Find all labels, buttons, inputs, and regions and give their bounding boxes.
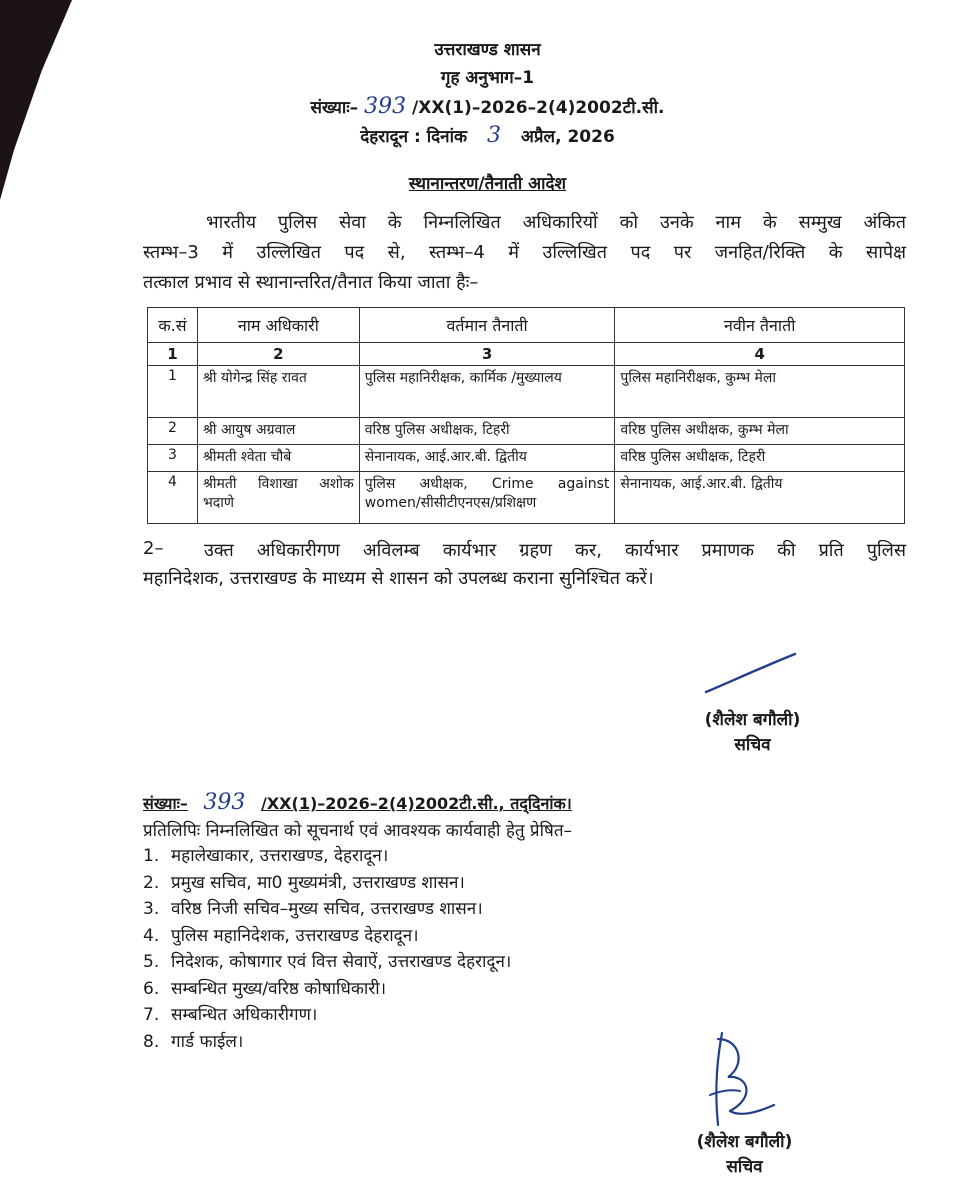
copy-reference-number xyxy=(143,790,572,815)
header-new-posting: नवीन तैनाती xyxy=(615,308,905,343)
table-column-number-row xyxy=(148,343,905,366)
table-row xyxy=(148,472,905,524)
header-officer-name: नाम अधिकारी xyxy=(197,308,359,343)
signatory-2-designation: सचिव xyxy=(726,1157,763,1177)
table-row xyxy=(148,366,905,418)
list-item xyxy=(143,1029,511,1056)
order-title xyxy=(0,172,975,196)
government-name: उत्तराखण्ड शासन xyxy=(434,40,541,60)
list-item xyxy=(143,870,511,897)
current-posting-cell: वरिष्ठ पुलिस अधीक्षक, टिहरी xyxy=(359,418,615,445)
serial-cell: 3 xyxy=(148,445,198,472)
list-item-number: 3. xyxy=(143,899,160,919)
copy-intro: प्रतिलिपिः निम्नलिखित को सूचनार्थ एवं आवश्यक कार्यवाही हेतु प्रेषित– xyxy=(143,821,573,841)
para-2-line-1: उक्त अधिकारीगण अविलम्ब कार्यभार ग्रहण कर, कार्यभार प्रमाणक की प्रति पुलिस xyxy=(204,540,906,561)
order-number-suffix: /XX(1)–2026–2(4)2002टी.सी. xyxy=(412,98,665,118)
list-item xyxy=(143,896,511,923)
list-item-number: 7. xyxy=(143,1005,160,1025)
officer-name-cell: श्री आयुष अग्रवाल xyxy=(197,418,359,445)
list-item-text: महालेखाकार, उत्तराखण्ड, देहरादून। xyxy=(171,846,389,866)
place-date xyxy=(0,124,975,149)
date-day-handwritten: 3 xyxy=(486,123,501,148)
para-2-number: 2– xyxy=(143,538,164,559)
new-posting-cell: वरिष्ठ पुलिस अधीक्षक, टिहरी xyxy=(615,445,905,472)
date-rest: अप्रैल, 2026 xyxy=(520,127,615,147)
list-item xyxy=(143,976,511,1003)
list-item-number: 2. xyxy=(143,872,160,893)
officer-name-cell: श्रीमती श्वेता चौबे xyxy=(197,445,359,472)
serial-cell: 2 xyxy=(148,418,198,445)
copy-reference-suffix: /XX(1)–2026–2(4)2002टी.सी., तद्‌दिनांक। xyxy=(261,794,572,813)
copy-recipient-list xyxy=(143,843,511,1055)
signatory-1 xyxy=(670,708,835,758)
signatory-2-name: (शैलेश बगौली) xyxy=(696,1132,793,1152)
list-item xyxy=(143,843,511,870)
list-item-text: सम्बन्धित अधिकारीगण। xyxy=(171,1005,318,1025)
header-serial: क.सं xyxy=(148,308,198,343)
list-item-text: वरिष्ठ निजी सचिव–मुख्य सचिव, उत्तराखण्ड शासन। xyxy=(171,899,483,919)
new-posting-cell: वरिष्ठ पुलिस अधीक्षक, कुम्भ मेला xyxy=(615,418,905,445)
intro-line-1: भारतीय पुलिस सेवा के निम्नलिखित अधिकारियों को उनके नाम के सम्मुख अंकित xyxy=(206,212,906,233)
signature-stroke-1 xyxy=(700,648,805,698)
signature-initials-2 xyxy=(700,1025,780,1130)
current-posting-cell: सेनानायक, आई.आर.बी. द्वितीय xyxy=(359,445,615,472)
list-item-text: प्रमुख सचिव, मा0 मुख्यमंत्री, उत्तराखण्ड शासन। xyxy=(171,872,465,893)
signatory-1-name: (शैलेश बगौली) xyxy=(704,710,801,730)
serial-cell: 1 xyxy=(148,366,198,418)
column-number: 3 xyxy=(359,343,615,366)
copy-reference-label: संख्याः– xyxy=(143,794,188,813)
current-posting-cell: पुलिस अधीक्षक, Crime against women/सीसीटीएनएस/प्रशिक्षण xyxy=(359,472,615,524)
list-item xyxy=(143,949,511,976)
signatory-2 xyxy=(662,1130,827,1180)
signatory-1-designation: सचिव xyxy=(734,735,771,755)
order-number-handwritten: 393 xyxy=(364,94,407,119)
header-current-posting: वर्तमान तैनाती xyxy=(359,308,615,343)
list-item-number: 8. xyxy=(143,1031,160,1052)
place-date-label: देहरादून : दिनांक xyxy=(360,127,468,147)
copy-reference-handwritten: 393 xyxy=(203,790,246,815)
current-posting-cell: पुलिस महानिरीक्षक, कार्मिक /मुख्यालय xyxy=(359,366,615,418)
list-item-text: गार्ड फाईल। xyxy=(171,1031,244,1052)
intro-line-3: तत्काल प्रभाव से स्थानान्तरित/तैनात किया जाता हैः– xyxy=(143,272,479,293)
list-item-text: पुलिस महानिदेशक, उत्तराखण्ड देहरादून। xyxy=(171,925,419,946)
new-posting-cell: पुलिस महानिरीक्षक, कुम्भ मेला xyxy=(615,366,905,418)
table-row xyxy=(148,418,905,445)
officer-name-cell: श्री योगेन्द्र सिंह रावत xyxy=(197,366,359,418)
list-item-number: 4. xyxy=(143,925,160,946)
list-item-number: 5. xyxy=(143,952,160,972)
list-item xyxy=(143,1002,511,1029)
column-number: 1 xyxy=(148,343,198,366)
department-name: गृह अनुभाग–1 xyxy=(440,68,535,88)
order-title-text: स्थानान्तरण/तैनाती आदेश xyxy=(408,174,567,194)
transfer-table xyxy=(147,307,905,524)
list-item xyxy=(143,923,511,950)
new-posting-cell: सेनानायक, आई.आर.बी. द्वितीय xyxy=(615,472,905,524)
table-row xyxy=(148,445,905,472)
column-number: 4 xyxy=(615,343,905,366)
list-item-number: 6. xyxy=(143,978,160,999)
column-number: 2 xyxy=(197,343,359,366)
list-item-text: सम्बन्धित मुख्य/वरिष्ठ कोषाधिकारी। xyxy=(171,978,387,999)
intro-line-2: स्तम्भ–3 में उल्लिखित पद से, स्तम्भ–4 में उल्लिखित पद पर जनहित/रिक्ति के सापेक्ष xyxy=(143,242,906,263)
serial-cell: 4 xyxy=(148,472,198,524)
list-item-number: 1. xyxy=(143,846,160,866)
para-2-line-2: महानिदेशक, उत्तराखण्ड के माध्यम से शासन को उपलब्ध कराना सुनिश्चित करें। xyxy=(143,568,654,589)
order-number xyxy=(0,95,975,120)
order-number-label: संख्याः– xyxy=(310,98,359,118)
list-item-text: निदेशक, कोषागार एवं वित्त सेवाऐं, उत्तराखण्ड देहरादून। xyxy=(171,952,512,972)
officer-name-cell: श्रीमती विशाखा अशोक भदाणे xyxy=(197,472,359,524)
table-header-row xyxy=(148,308,905,343)
